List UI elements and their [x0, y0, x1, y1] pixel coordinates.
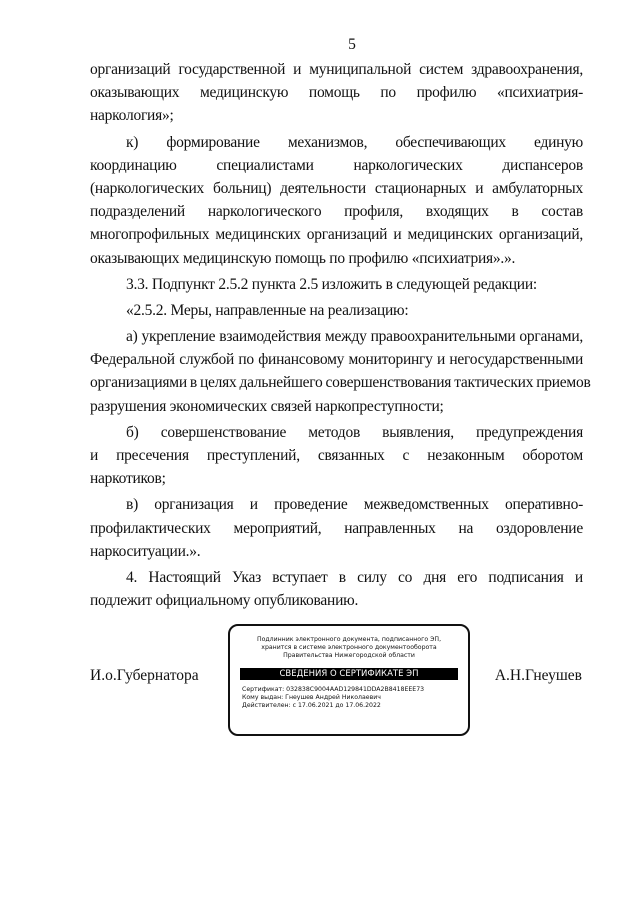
word: целях	[199, 374, 237, 392]
word: к)	[126, 133, 139, 151]
word: деятельности	[280, 179, 366, 197]
word: и	[475, 179, 484, 197]
text-line: 3.3. Подпункт 2.5.2 пункта 2.5 изложить в следующей редакции:	[126, 275, 537, 293]
word: в	[511, 203, 519, 221]
word: «психиатрия-	[496, 84, 583, 102]
word: проведение	[274, 496, 348, 514]
word: на	[458, 519, 474, 537]
word: оборотом	[522, 447, 583, 464]
word: состав	[541, 203, 583, 221]
text-line	[90, 131, 583, 154]
word: диспансеров	[502, 156, 583, 174]
word: Федеральной	[90, 351, 175, 369]
stamp-validity: Действителен: с 17.06.2021 до 17.06.2022	[242, 702, 381, 709]
word: организация	[154, 496, 234, 514]
text-line: оказывающих медицинскую помощь по профилю «психиатрия».».	[90, 249, 516, 267]
word: его	[457, 568, 478, 586]
word: а)	[126, 328, 138, 346]
word: по	[238, 351, 254, 369]
text-line	[90, 200, 583, 223]
word: наркологических	[353, 156, 463, 174]
word: тактических	[454, 374, 534, 392]
document-body	[90, 58, 591, 612]
word: выявления,	[382, 423, 454, 441]
word: преступлений,	[206, 447, 300, 464]
word: профилактических	[90, 519, 211, 537]
text-line	[90, 81, 583, 104]
stamp-title: СВЕДЕНИЯ О СЕРТИФИКАТЕ ЭП	[240, 668, 458, 680]
word: методов	[308, 423, 361, 441]
word: больниц)	[212, 179, 272, 197]
text-line	[90, 421, 583, 444]
word: оздоровление	[496, 519, 583, 537]
word: амбулаторных	[492, 179, 583, 197]
word: взаимодействия	[219, 328, 321, 346]
text-line	[90, 517, 583, 540]
word: силу	[357, 568, 387, 586]
word: межведомственных	[363, 496, 489, 514]
text-line: разрушения экономических связей наркопреступности;	[90, 397, 444, 415]
word: входящих	[425, 203, 489, 221]
word: с	[402, 447, 410, 464]
stamp-certificate: Сертификат: 032838C9004AAD129841DDA2B8418EEE73	[242, 686, 425, 693]
word: дальнейшего	[239, 374, 323, 392]
word: специалистами	[216, 156, 314, 174]
text-line	[90, 444, 583, 467]
stamp-header	[230, 636, 468, 660]
word: здравоохранения,	[471, 61, 583, 78]
word: между	[324, 328, 367, 346]
text-line: подлежит официальному опубликованию.	[90, 592, 359, 610]
word: организаций	[306, 226, 388, 244]
text-line	[90, 371, 591, 394]
word: мониторингу	[348, 351, 433, 369]
word: координацию	[90, 156, 177, 174]
word: службой	[179, 351, 235, 369]
word: связанных	[317, 447, 385, 464]
word: приемов	[536, 374, 591, 392]
stamp-header-line: Правительства Нижегородской области	[283, 652, 415, 659]
text-line	[90, 223, 583, 246]
word: и	[393, 226, 402, 244]
word: оперативно-	[505, 496, 583, 514]
word: предупреждения	[475, 423, 583, 441]
word: незаконным	[427, 447, 505, 464]
text-line	[90, 325, 583, 348]
page-number: 5	[348, 36, 356, 53]
stamp-issued-to: Кому выдан: Гнеушев Андрей Николаевич	[242, 694, 381, 701]
word: мероприятий,	[233, 519, 322, 537]
word: обеспечивающих	[395, 133, 506, 151]
word: пресечения	[116, 447, 189, 464]
word: помощь	[308, 84, 360, 102]
word: многопрофильных	[90, 226, 210, 244]
word: Настоящий	[148, 568, 221, 586]
word: оказывающих	[90, 84, 180, 102]
word: негосударственными	[449, 351, 583, 369]
word: государственной	[178, 61, 286, 78]
word: и	[437, 351, 446, 369]
word: и	[574, 568, 583, 586]
text-line	[90, 348, 583, 371]
word: медицинских	[407, 226, 493, 244]
word: в)	[126, 496, 138, 514]
word: подразделений	[90, 203, 185, 221]
word: дня	[423, 568, 447, 586]
word: единую	[534, 133, 583, 151]
word: со	[398, 568, 413, 586]
text-line	[90, 566, 583, 589]
word: стационарных	[374, 179, 467, 197]
word: медицинскую	[199, 84, 289, 102]
text-line	[90, 154, 583, 177]
text-line: наркоситуации.».	[90, 542, 201, 560]
text-line	[90, 177, 583, 200]
word: организаций,	[498, 226, 583, 244]
word: правоохранительными	[370, 328, 516, 346]
word: формирование	[166, 133, 260, 151]
word: в	[338, 568, 346, 586]
word: и	[90, 447, 99, 464]
word: в	[189, 374, 197, 392]
word: (наркологических	[90, 179, 205, 197]
word: систем	[419, 61, 464, 78]
word: организаций	[90, 61, 171, 78]
word: механизмов,	[287, 133, 368, 151]
word: по	[380, 84, 396, 102]
stamp-header-line: хранится в системе электронного документооборота	[261, 644, 437, 651]
word: направленных	[344, 519, 436, 537]
word: совершенствования	[325, 374, 452, 392]
signatory-position: И.о.Губернатора	[90, 667, 199, 684]
word: 4.	[126, 568, 138, 586]
text-line	[90, 493, 583, 516]
word: финансовому	[258, 351, 345, 369]
word: и	[249, 496, 258, 514]
word: совершенствование	[160, 423, 287, 441]
word: органами,	[519, 328, 583, 346]
word: профилю	[416, 84, 477, 102]
text-line	[90, 58, 583, 81]
word: организациями	[90, 374, 187, 392]
word: профиля,	[344, 203, 404, 221]
text-line: наркотиков;	[90, 470, 166, 488]
word: Указ	[232, 568, 261, 586]
word: укрепление	[141, 328, 216, 346]
word: подписания	[488, 568, 564, 586]
word: б)	[126, 423, 139, 441]
word: медицинских	[215, 226, 301, 244]
stamp-header-line: Подлинник электронного документа, подписанного ЭП,	[256, 636, 442, 643]
word: и	[293, 61, 302, 78]
word: муниципальной	[309, 61, 412, 78]
word: вступает	[272, 568, 328, 586]
text-line: наркология»;	[90, 107, 174, 125]
text-line: «2.5.2. Меры, направленные на реализацию:	[126, 301, 409, 319]
electronic-signature-stamp	[228, 624, 470, 736]
word: наркологического	[207, 203, 322, 221]
signatory-name: А.Н.Гнеушев	[494, 667, 582, 684]
